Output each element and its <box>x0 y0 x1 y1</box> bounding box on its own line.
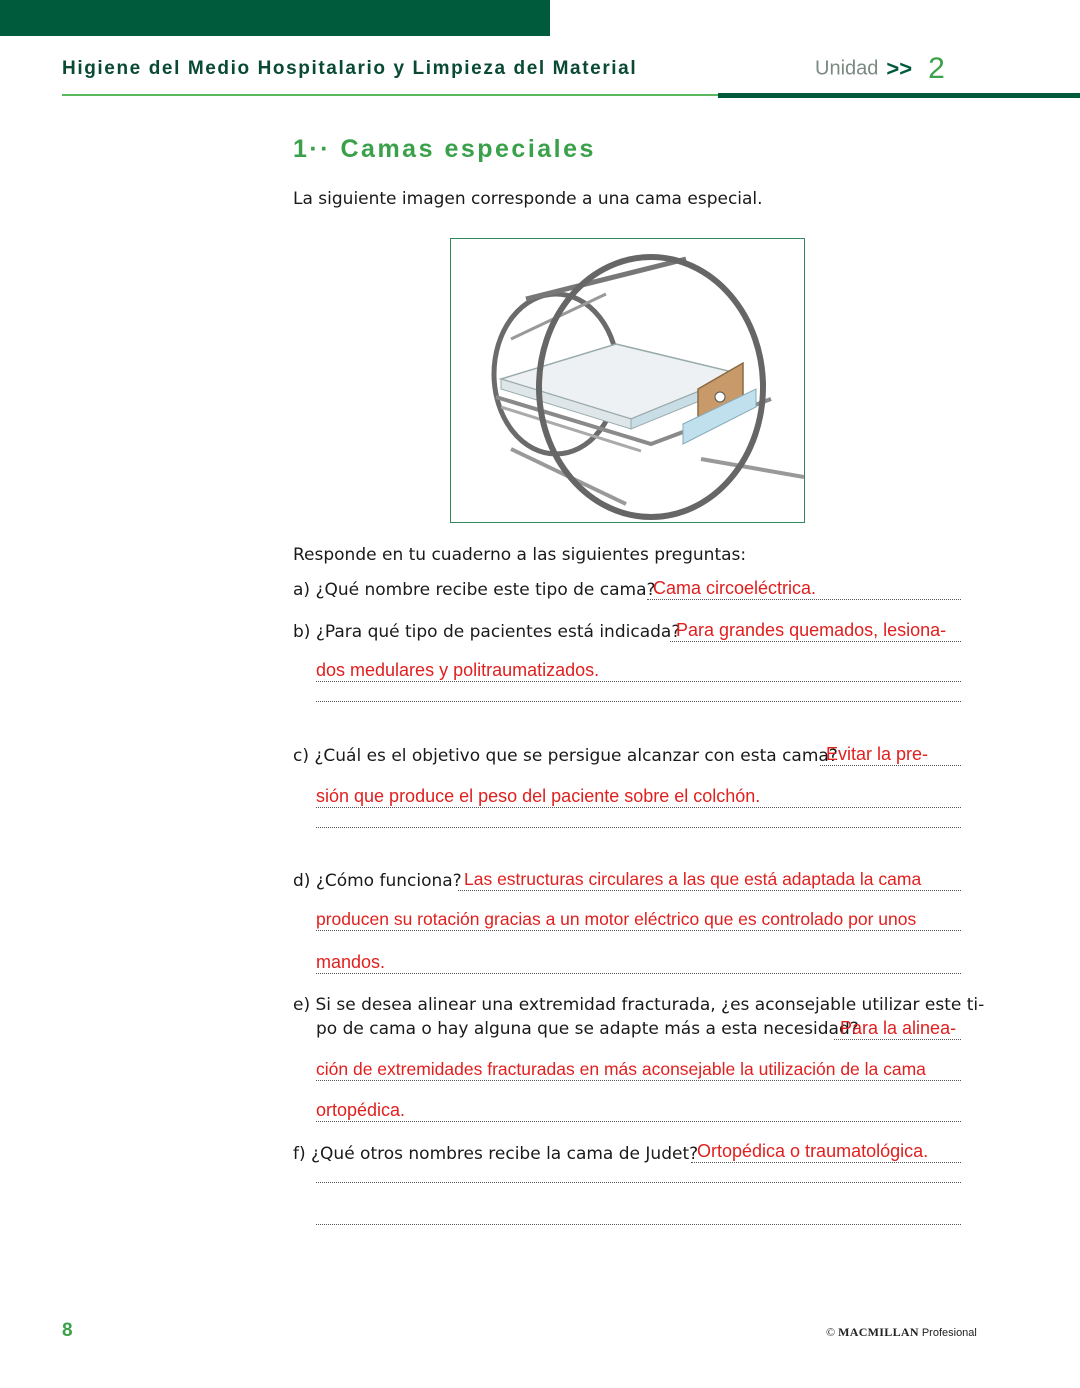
answer-a: Cama circoeléctrica. <box>647 577 961 600</box>
answer-d-line-3: mandos. <box>316 951 961 974</box>
answer-e-line-1: Para la alinea- <box>834 1017 961 1040</box>
page-number: 8 <box>62 1320 73 1341</box>
copyright-symbol: © <box>826 1325 836 1339</box>
publisher-name: MACMILLAN <box>838 1325 919 1339</box>
question-e-line-2: po de cama o hay alguna que se adapte más a esta necesidad? <box>316 1019 859 1039</box>
answer-blank-line <box>316 1224 961 1225</box>
double-chevron-right-icon: >> <box>886 56 913 81</box>
header-rule-light <box>62 94 718 96</box>
question-e-line-1: e) Si se desea alinear una extremidad fracturada, ¿es aconsejable utilizar este ti- <box>293 995 985 1015</box>
book-title: Higiene del Medio Hospitalario y Limpieza del Material <box>62 58 638 79</box>
bed-illustration <box>450 238 805 523</box>
copyright-notice <box>826 1325 977 1340</box>
answer-c-line-1: Evitar la pre- <box>820 743 961 766</box>
answer-c-line-2: sión que produce el peso del paciente sobre el colchón. <box>316 785 961 808</box>
header-color-bar <box>0 0 550 36</box>
answer-e-line-3: ortopédica. <box>316 1099 961 1122</box>
unit-number: 2 <box>928 52 945 85</box>
answer-d-line-2: producen su rotación gracias a un motor eléctrico que es controlado por unos <box>316 908 961 931</box>
answer-b-line-1: Para grandes quemados, lesiona- <box>670 619 961 642</box>
question-b: b) ¿Para qué tipo de pacientes está indicada? <box>293 622 681 642</box>
questions-prompt: Responde en tu cuaderno a las siguientes preguntas: <box>293 545 747 565</box>
unit-indicator <box>815 52 945 86</box>
answer-blank-line <box>316 701 961 702</box>
answer-f: Ortopédica o traumatológica. <box>691 1140 961 1163</box>
circoelectric-bed-drawing <box>451 239 804 522</box>
answer-b-line-2: dos medulares y politraumatizados. <box>316 659 961 682</box>
answer-d-line-1: Las estructuras circulares a las que está adaptada la cama <box>458 868 961 891</box>
question-d: d) ¿Cómo funciona? <box>293 871 462 891</box>
unit-label: Unidad <box>815 57 879 80</box>
header-rule-dark <box>718 93 1080 98</box>
answer-blank-line <box>316 1182 961 1183</box>
section-intro: La siguiente imagen corresponde a una cama especial. <box>293 189 763 209</box>
publisher-sub: Profesional <box>921 1327 977 1339</box>
answer-e-line-2: ción de extremidades fracturadas en más aconsejable la utilización de la cama <box>316 1058 961 1081</box>
section-title: 1·· Camas especiales <box>293 135 596 163</box>
question-f: f) ¿Qué otros nombres recibe la cama de Judet? <box>293 1144 699 1164</box>
answer-blank-line <box>316 827 961 828</box>
question-a: a) ¿Qué nombre recibe este tipo de cama? <box>293 580 656 600</box>
question-c: c) ¿Cuál es el objetivo que se persigue alcanzar con esta cama? <box>293 746 838 766</box>
